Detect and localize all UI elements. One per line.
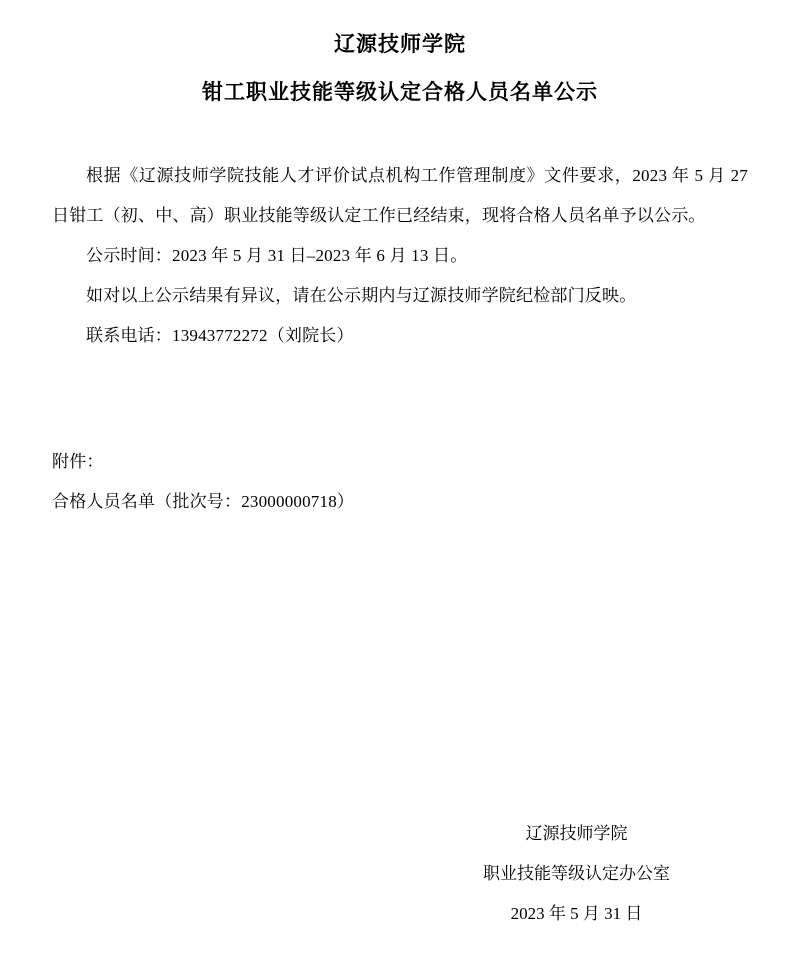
attachment-block bbox=[0, 442, 800, 522]
paragraph-publicity-period: 公示时间：2023 年 5 月 31 日–2023 年 6 月 13 日。 bbox=[86, 246, 468, 265]
signature-organization: 辽源技师学院 bbox=[525, 824, 628, 843]
paragraph-objection: 如对以上公示结果有异议，请在公示期内与辽源技师学院纪检部门反映。 bbox=[86, 286, 637, 305]
page-title-subject: 钳工职业技能等级认定合格人员名单公示 bbox=[202, 81, 598, 104]
paragraph-contact: 联系电话：13943772272（刘院长） bbox=[86, 326, 354, 345]
signature-date: 2023 年 5 月 31 日 bbox=[510, 904, 643, 923]
attachment-item: 合格人员名单（批次号：23000000718） bbox=[52, 492, 355, 511]
signature-block bbox=[483, 814, 670, 934]
attachment-label: 附件： bbox=[52, 452, 104, 471]
document-title-block bbox=[0, 0, 800, 110]
document-body bbox=[0, 156, 800, 356]
paragraph-basis: 根据《辽源技师学院技能人才评价试点机构工作管理制度》文件要求，2023 年 5 月 27 日钳工（初、中、高）职业技能等级认定工作已经结束，现将合格人员名单予以公示。 bbox=[52, 166, 748, 225]
signature-department: 职业技能等级认定办公室 bbox=[483, 864, 670, 883]
page-title-organization: 辽源技师学院 bbox=[334, 33, 466, 56]
